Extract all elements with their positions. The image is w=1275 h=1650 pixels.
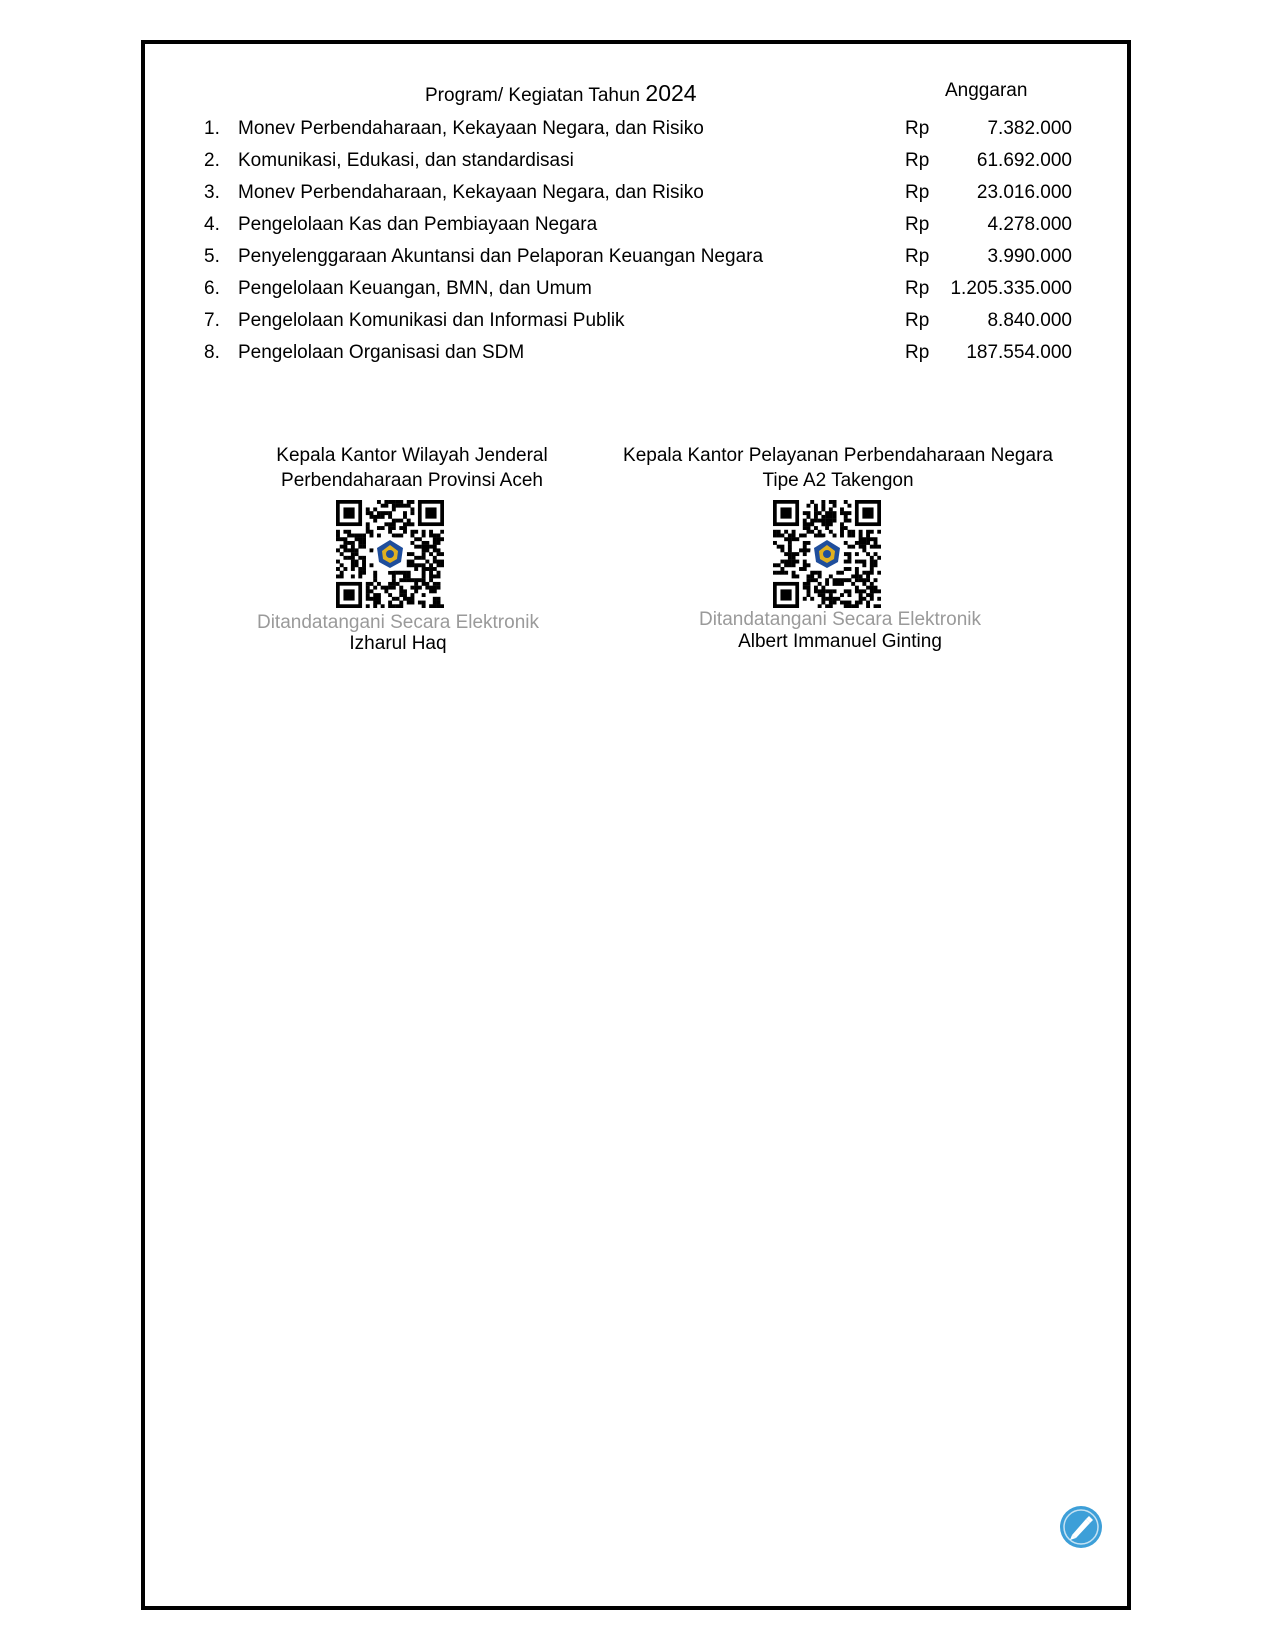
list-item — [0, 241, 1275, 273]
item-number: 5. — [204, 246, 220, 267]
item-amount: 3.990.000 — [987, 246, 1072, 267]
qr-code-icon — [773, 500, 881, 608]
esign-stamp-icon — [1059, 1505, 1103, 1549]
item-number: 2. — [204, 150, 220, 171]
list-item — [0, 209, 1275, 241]
table-header-program — [425, 80, 697, 107]
qr-code-icon — [336, 500, 444, 608]
signature-title-line1: Kepala Kantor Wilayah Jenderal — [276, 445, 548, 466]
list-item — [0, 273, 1275, 305]
item-name: Pengelolaan Keuangan, BMN, dan Umum — [238, 278, 592, 299]
table-header-year: 2024 — [645, 80, 697, 106]
list-item — [0, 337, 1275, 369]
item-amount: 23.016.000 — [976, 182, 1072, 203]
item-name: Komunikasi, Edukasi, dan standardisasi — [238, 150, 574, 171]
item-currency: Rp — [905, 214, 930, 235]
signature-title-right — [612, 443, 1064, 493]
item-amount: 1.205.335.000 — [950, 278, 1072, 299]
item-name: Pengelolaan Kas dan Pembiayaan Negara — [238, 214, 598, 235]
item-amount: 8.840.000 — [987, 310, 1072, 331]
item-number: 3. — [204, 182, 220, 203]
signature-title-line1: Kepala Kantor Pelayanan Perbendaharaan Negara — [623, 445, 1053, 466]
item-currency: Rp — [905, 182, 930, 203]
item-name: Pengelolaan Komunikasi dan Informasi Publik — [238, 310, 625, 331]
item-currency: Rp — [905, 150, 930, 171]
item-number: 7. — [204, 310, 220, 331]
item-number: 1. — [204, 118, 220, 139]
item-name: Penyelenggaraan Akuntansi dan Pelaporan Keuangan Negara — [238, 246, 764, 267]
item-currency: Rp — [905, 118, 930, 139]
signature-title-left — [248, 443, 576, 493]
list-item — [0, 177, 1275, 209]
signature-title-line2: Tipe A2 Takengon — [762, 470, 914, 491]
list-item — [0, 145, 1275, 177]
item-currency: Rp — [905, 278, 930, 299]
table-header-program-label: Program/ Kegiatan Tahun — [425, 85, 641, 106]
item-name: Monev Perbendaharaan, Kekayaan Negara, dan Risiko — [238, 182, 704, 203]
signer-name: Izharul Haq — [349, 633, 447, 654]
item-currency: Rp — [905, 342, 930, 363]
item-name: Monev Perbendaharaan, Kekayaan Negara, dan Risiko — [238, 118, 704, 139]
item-number: 8. — [204, 342, 220, 363]
item-amount: 4.278.000 — [987, 214, 1072, 235]
item-number: 4. — [204, 214, 220, 235]
esign-label: Ditandatangani Secara Elektronik — [256, 612, 539, 633]
item-number: 6. — [204, 278, 220, 299]
item-currency: Rp — [905, 310, 930, 331]
esign-label: Ditandatangani Secara Elektronik — [698, 609, 981, 630]
signature-title-line2: Perbendaharaan Provinsi Aceh — [281, 470, 543, 491]
table-header-budget: Anggaran — [945, 80, 1028, 101]
list-item — [0, 305, 1275, 337]
signer-name: Albert Immanuel Ginting — [738, 631, 942, 652]
item-amount: 187.554.000 — [966, 342, 1072, 363]
item-amount: 61.692.000 — [976, 150, 1072, 171]
item-amount: 7.382.000 — [987, 118, 1072, 139]
list-item — [0, 113, 1275, 145]
item-name: Pengelolaan Organisasi dan SDM — [238, 342, 525, 363]
item-currency: Rp — [905, 246, 930, 267]
